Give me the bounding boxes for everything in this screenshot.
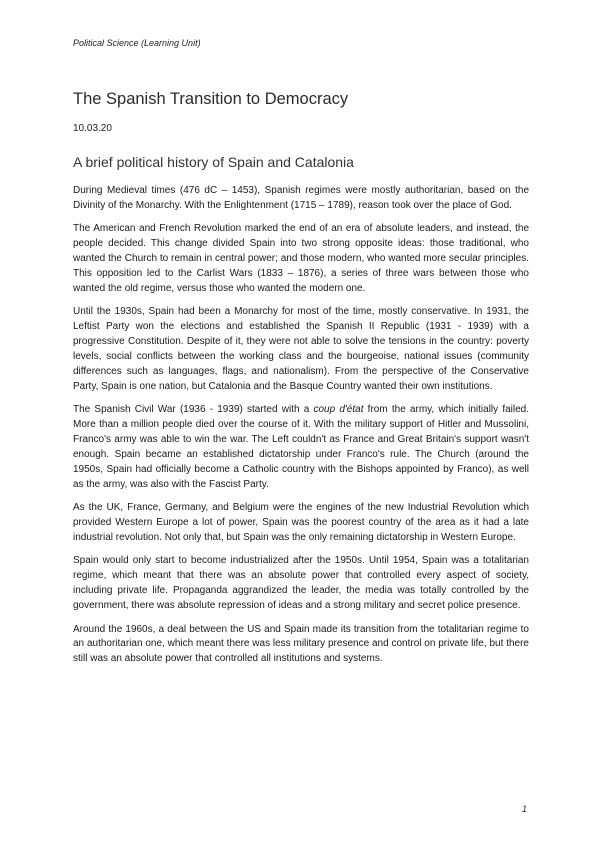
running-header: Political Science (Learning Unit) xyxy=(73,38,201,48)
paragraph-medieval: During Medieval times (476 dC – 1453), Spanish regimes were mostly authoritarian, based on the Divinity of the Monarchy. With the Enlightenment (1715 – 1789), reason took over the place of God. xyxy=(73,185,529,211)
section-heading: A brief political history of Spain and Catalonia xyxy=(73,154,354,170)
paragraph-1960s: Around the 1960s, a deal between the US and Spain made its transition from the totalitarian regime to an authoritarian one, which meant there was less military presence and control on private life, but there still was an absolute power that controlled all institutions and systems. xyxy=(73,623,529,665)
paragraph-republic: Until the 1930s, Spain had been a Monarchy for most of the time, mostly conservative. In 1931, the Leftist Party won the elections and established the Spanish II Republic (1931 - 1939) with a progressive Constitution. Despite of it, they were not able to solve the tensions in the country: poverty levels, social conflicts between the working class and the bourgeoise, national issues (community differences such as languages, flags, and nationalism). From the perspective of the Conservative Party, Spain is one nation, but Catalonia and the Basque Country wanted their own institutions. xyxy=(73,306,529,392)
body-text xyxy=(73,184,529,676)
paragraph-civil-war xyxy=(73,403,529,492)
civil-war-text-before: The Spanish Civil War (1936 - 1939) started with a xyxy=(73,404,314,416)
coup-emphasis: coup d'état xyxy=(313,404,364,416)
paragraph-revolution: The American and French Revolution marked the end of an era of absolute leaders, and instead, the people decided. This change divided Spain into two strong opposite ideas: those traditional, who wanted the Church to remain in central power; and those modern, who wanted more secular principles. This opposition led to the Carlist Wars (1833 – 1876), a series of three wars between those who wanted the old regime, versus those who wanted the modern one. xyxy=(73,223,529,294)
civil-war-text-after: from the army, which initially failed. More than a million people died over the course of it. With the military support of Hitler and Mussolini, Franco's army was able to win the war. The Left couldn't as France and Great Britain's support wasn't enough. Spain became an established dictatorship under Franco's rule. The Church (around the 1950s, Spain had officially become a Catholic country with the Bishops appointed by Franco), as well as the army, was also with the Fascist Party. xyxy=(73,404,530,490)
paragraph-industrial: As the UK, France, Germany, and Belgium were the engines of the new Industrial Revolution which provided Western Europe a lot of power, Spain was the poorest country of the area as it had a late industrial revolution. Not only that, but Spain was the only remaining dictatorship in Western Europe. xyxy=(73,502,529,544)
page-number: 1 xyxy=(521,804,527,814)
document-date: 10.03.20 xyxy=(73,123,112,134)
paragraph-totalitarian: Spain would only start to become industrialized after the 1950s. Until 1954, Spain was a totalitarian regime, which meant that there was an absolute power that controlled every aspect of society, including private life. Propaganda aggrandized the leader, the media was totally controlled by the government, there was absolute repression of ideas and a strong military and secret police presence. xyxy=(73,555,529,612)
document-title: The Spanish Transition to Democracy xyxy=(73,90,349,108)
